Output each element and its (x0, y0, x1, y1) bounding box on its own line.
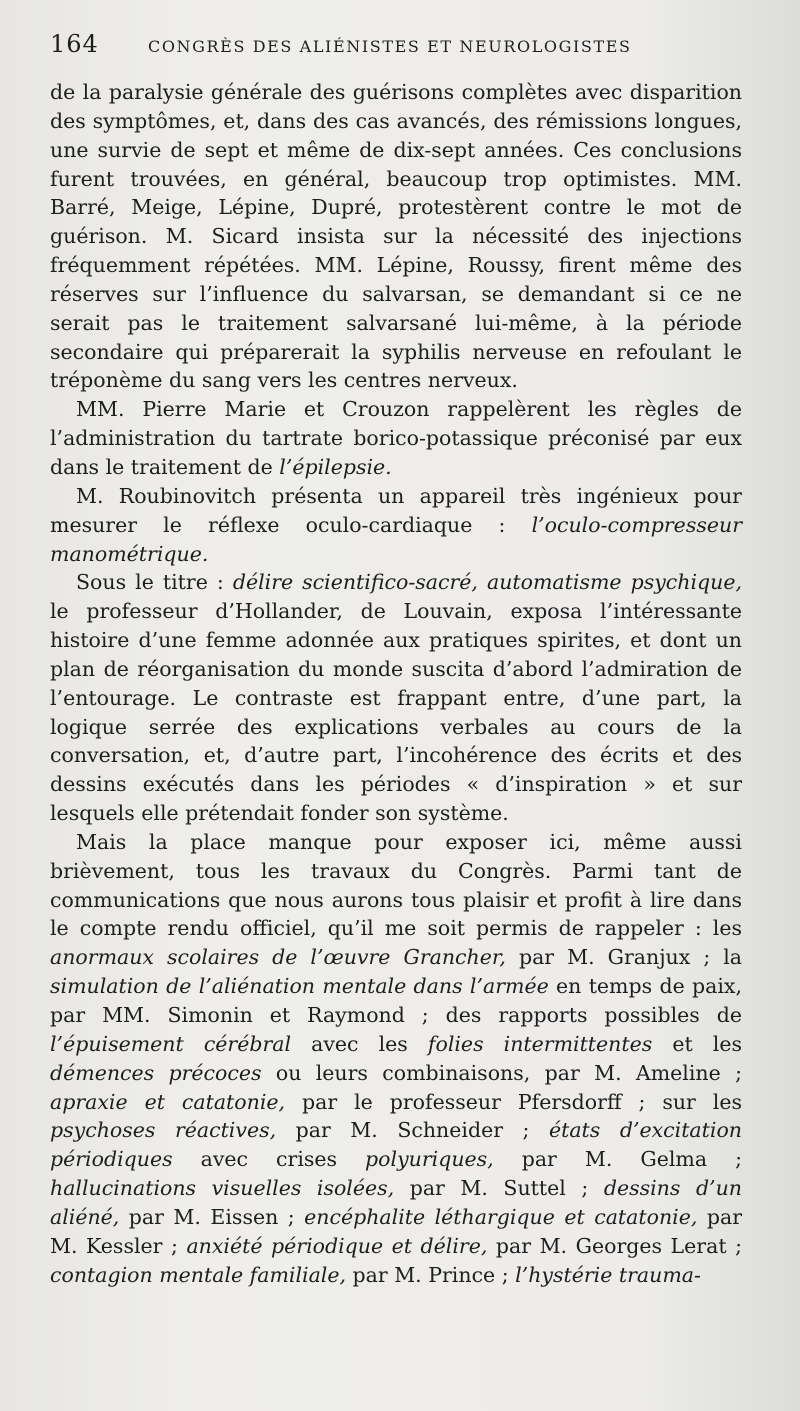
italic-text: polyuriques, (365, 1147, 494, 1172)
italic-text: délire scientifico-sacré, automatisme psychique, (232, 570, 743, 595)
text-run: et les (652, 1031, 742, 1056)
text-run: Mais la place manque pour exposer ici, même aussi brièvement, tous les travaux du Congrès. Parmi tant de communications que nous aurons tous plaisir et profit à lire dans le compte rendu officiel, qu’il me soit permis de rappeler : les (50, 829, 742, 941)
text-run: par M. Gelma ; (493, 1147, 742, 1172)
italic-text: folies intermittentes (427, 1031, 653, 1056)
italic-text: simulation de l’aliénation mentale dans l’armée (50, 974, 549, 999)
italic-text: l’hystérie trauma- (515, 1262, 701, 1287)
text-run: par M. Granjux ; la (505, 945, 743, 970)
italic-text: hallucinations visuelles isolées, (50, 1176, 395, 1201)
italic-text: psychoses réactives, (50, 1118, 277, 1143)
italic-text: états d’excitation périodiques (50, 1118, 742, 1172)
paragraph (50, 395, 742, 482)
text-run: par M. Eissen ; (119, 1204, 305, 1229)
text-run: par M. Schneider ; (276, 1118, 549, 1143)
italic-text: l’épilepsie. (279, 454, 392, 479)
page-number: 164 (50, 30, 99, 58)
italic-text: l’oculo-compresseur manométrique. (50, 512, 742, 566)
text-run: par M. Prince ; (346, 1262, 516, 1287)
page-header (50, 30, 742, 70)
text-run: le professeur d’Hollander, de Louvain, exposa l’intéressante histoire d’une femme adonnée aux pratiques spirites, et dont un plan de réorganisation du monde suscita d’abord l’admiration de l’entourage. Le contraste est frappant entre, d’une part, la logique serrée des explications verbales au cours de la conversation, et, d’autre part, l’incohérence des écrits et des dessins exécutés dans les périodes « d’inspiration » et sur lesquels elle prétendait fonder son système. (50, 599, 742, 826)
italic-text: apraxie et catatonie, (50, 1089, 286, 1114)
text-run: avec crises (172, 1147, 366, 1172)
body-text (50, 78, 742, 1289)
text-run: par M. Suttel ; (394, 1176, 604, 1201)
italic-text: encéphalite léthargique et catatonie, (304, 1204, 698, 1229)
italic-text: démences précoces (50, 1060, 262, 1085)
text-run: en temps de paix, par MM. Simonin et Raymond ; des rapports possibles de (50, 974, 742, 1027)
text-run: ou leurs combinaisons, par M. Ameline ; (261, 1060, 742, 1085)
paragraph (50, 78, 742, 395)
italic-text: dessins d’un aliéné, (50, 1176, 742, 1229)
text-run: M. Roubinovitch présenta un appareil très ingénieux pour mesurer le réflexe oculo-cardiaque : (50, 483, 742, 537)
text-run: par le professeur Pfersdorff ; sur les (285, 1089, 743, 1114)
text-run: avec les (291, 1031, 428, 1056)
text-run: MM. Pierre Marie et Crouzon rappelèrent les règles de l’administration du tartrate borico-potassique préconisé par eux dans le traitement de (50, 397, 742, 479)
italic-text: anxiété périodique et délire, (186, 1233, 488, 1258)
italic-text: l’épuisement cérébral (50, 1031, 292, 1056)
text-run: par M. Kessler ; (50, 1204, 742, 1258)
text-run: Sous le titre : (76, 570, 233, 595)
text-run: par M. Georges Lerat ; (487, 1233, 742, 1258)
text-run: de la paralysie générale des guérisons complètes avec disparition des symptômes, et, dans des cas avancés, des rémissions longues, une survie de sept et même de dix-sept années. Ces conclusions furent trouvées, en général, beaucoup trop optimistes. MM. Barré, Meige, Lépine, Dupré, protestèrent contre le mot de guérison. M. Sicard insista sur la nécessité des injections fréquemment répétées. MM. Lépine, Roussy, firent même des réserves sur l’influence du salvarsan, se demandant si ce ne serait pas le traitement salvarsané lui-même, à la période secondaire qui préparerait la syphilis nerveuse en refoulant le tréponème du sang vers les centres nerveux. (50, 80, 742, 393)
paragraph (50, 828, 742, 1290)
italic-text: anormaux scolaires de l’œuvre Grancher, (50, 945, 506, 970)
italic-text: contagion mentale familiale, (50, 1262, 347, 1287)
paragraph (50, 568, 742, 828)
paragraph (50, 482, 742, 569)
running-head: CONGRÈS DES ALIÉNISTES ET NEUROLOGISTES (148, 37, 632, 56)
